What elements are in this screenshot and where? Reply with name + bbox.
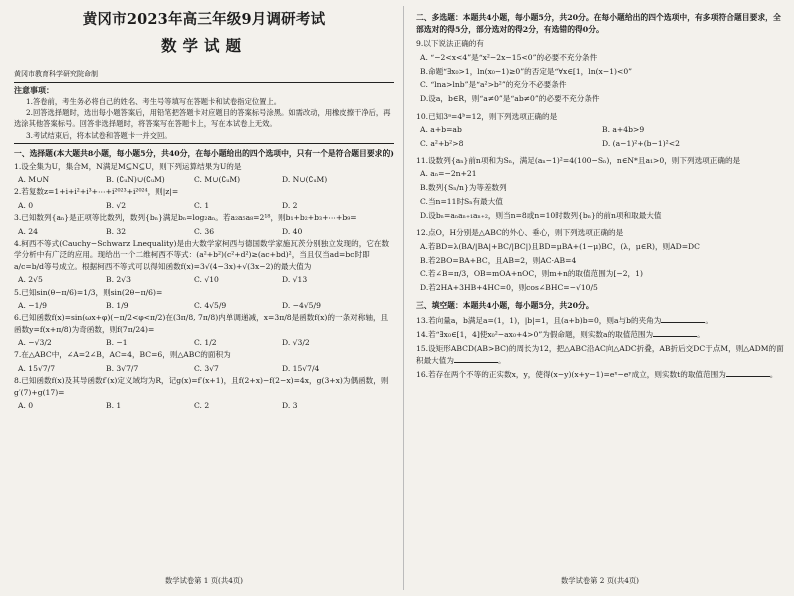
option: B.若2BO=BA+BC，且AB=2，则AC·AB=4: [420, 255, 577, 265]
question-11: [416, 155, 784, 221]
option: D. N∪(∁ᵤM): [282, 174, 328, 184]
exam-title: 黄冈市2023年高三年级9月调研考试: [82, 11, 326, 28]
option-row: [14, 363, 394, 374]
question-tail: 。: [705, 315, 713, 325]
option: C. 1/2: [194, 338, 217, 348]
question-16: [416, 369, 784, 380]
option: D. (a−1)²+(b−1)²<2: [602, 138, 680, 148]
option: B. √2: [106, 200, 127, 210]
question-12: [416, 227, 784, 293]
question-tail: 。: [497, 355, 506, 365]
question-stem: 7.在△ABC中，∠A=2∠B，AC=4，BC=6，则△ABC的面积为: [14, 350, 231, 360]
question-14: [416, 329, 784, 340]
question-stem: 9.以下说法正确的有: [416, 39, 484, 49]
note-item: 2.回答选择题时，选出每小题答案后，用铅笔把答题卡对应题目的答案标号涂黑。如需改动，用橡皮擦干净后，再选涂其他答案标号。回答非选择题时，将答案写在答题卡上，写在本试卷上无效。: [14, 108, 391, 129]
option: D. 40: [282, 226, 303, 236]
page-1: [6, 0, 402, 596]
option: D. √13: [282, 275, 308, 285]
question-stem: 4.柯西不等式(Cauchy−Schwarz Lnequality)是由大数学家柯西与德国数学家施瓦茨分别独立发现的，它在数学分析中有广泛的应用。现给出一个二维柯西不等式：(a²+b²)(c²+d²)≥(ac+bd)²，当且仅当ad=bc时即a/c=b/d等号成立。根据柯西不等式可以得知函数f(x)=3√(4−3x)+√(3x−2)的最大值为: [14, 238, 390, 271]
option: A. −√3/2: [18, 338, 52, 348]
option-row: [14, 400, 394, 411]
question-4: [14, 238, 394, 286]
section-heading-choice: 一、选择题(本大题共8小题，每小题5分，共40分，在每小题给出的四个选项中，只有一个是符合题目要求的): [14, 148, 394, 158]
option: B.命题“∃x₀>1，ln(x₀−1)≥0”的否定是“∀x∈[1，ln(x−1)<0”: [420, 66, 633, 76]
question-6: [14, 312, 394, 348]
option: C. √10: [194, 275, 219, 285]
option: A. “−2<x<4”是“x²−2x−15<0”的必要不充分条件: [420, 52, 598, 62]
option: C. M∪(∁ᵤM): [194, 174, 241, 184]
option: A. 2√5: [18, 275, 43, 285]
option: C.当n=11时Sₙ有最大值: [420, 196, 503, 206]
question-stem: 8.已知函数f(x)及其导函数f′(x)定义域均为R，记g(x)=f′(x+1)，且f(2+x)−f(2−x)=4x，g(3+x)为偶函数，则g′(7)+g(17)=: [14, 376, 389, 397]
option: A. aₙ=−2n+21: [420, 169, 477, 179]
page-2: [408, 0, 792, 596]
option: C. a²+b²>8: [420, 138, 464, 148]
notes-heading: 注意事项：: [14, 84, 54, 95]
option: B. 1/9: [106, 300, 129, 310]
option: B. (∁ᵤN)∪(∁ᵤM): [106, 174, 165, 184]
option: A.若BD=λ(BA/|BA|+BC/|BC|)且BD=μBA+(1−μ)BC，(λ，μ∈R)，则AD=DC: [420, 241, 700, 251]
option-row: [14, 274, 394, 285]
option: D.若2HA+3HB+4HC=0，则cos∠BHC=−√10/5: [420, 283, 598, 293]
page-footer-2: 数学试卷第 2 页(共4页): [561, 576, 639, 586]
answer-blank[interactable]: [653, 329, 697, 337]
question-10: [416, 111, 784, 149]
question-1: [14, 161, 394, 186]
option: C. 4√5/9: [194, 300, 227, 310]
question-stem: 11.设数列{aₙ}前n项和为Sₙ，满足(aₙ−1)²=4(100−Sₙ)，n∈N*且a₁>0，则下列选项正确的是: [416, 156, 741, 165]
option: D. √3/2: [282, 338, 310, 348]
question-7: [14, 349, 394, 374]
option: A. 15√7/7: [18, 363, 56, 373]
option: A. 24: [18, 226, 38, 236]
question-13: [416, 315, 784, 326]
option: C. 36: [194, 226, 215, 236]
question-stem: 13.若向量a，b满足a=(1，1)，|b|=1，且(a+b)b=0，则a与b的夹角为: [416, 315, 662, 325]
question-15: [416, 343, 784, 366]
organizer-line: 黄冈市教育科学研究院命制: [14, 70, 394, 82]
question-stem: 10.已知3ᵃ=4ᵇ=12，则下列选项正确的是: [416, 111, 558, 121]
question-stem: 1.设全集为U，集合M，N满足M⊆N⊆U，则下列运算结果为U的是: [14, 161, 242, 171]
answer-blank[interactable]: [454, 355, 498, 363]
option-row: [14, 337, 394, 348]
page-footer-1: 数学试卷第 1 页(共4页): [165, 576, 243, 586]
option-row: [416, 138, 784, 149]
question-stem: 3.已知数列{aₙ}是正项等比数列，数列{bₙ}满足bₙ=log₂aₙ。若a₂a₅a₈=2¹⁸，则b₁+b₂+b₃+⋯+b₉=: [14, 213, 357, 223]
option: B.数列{Sₙ/n}为等差数列: [420, 183, 507, 193]
option: D. 3: [282, 401, 298, 411]
section-heading-multi: 二、多选题：本题共4小题，每小题5分，共20分。在每小题给出的四个选项中，有多项符合题目要求，全部选对的得5分，部分选对的得2分，有选错的得0分。: [416, 13, 781, 34]
option: B. −1: [106, 338, 128, 348]
option: D. 2: [282, 200, 298, 210]
exam-subject: 数学试题: [160, 35, 247, 55]
option: B. 3√7/7: [106, 363, 139, 373]
option: B. a+4b>9: [602, 125, 645, 135]
note-item: 3.考试结束后，将本试卷和答题卡一并交回。: [26, 130, 172, 140]
choice-questions: [14, 161, 394, 412]
question-stem: 5.已知sin(θ−π/6)=1/3，则sin(2θ−π/6)=: [14, 287, 163, 297]
option: C. 1: [194, 200, 210, 210]
page-divider: [403, 6, 404, 590]
question-2: [14, 186, 394, 211]
option: C. 3√7: [194, 363, 219, 373]
question-tail: 。: [697, 329, 705, 339]
option-row: [14, 174, 394, 185]
option: A. M∪N: [18, 174, 50, 184]
question-stem: 12.点O，H分别是△ABC的外心、垂心，则下列选项正确的是: [416, 228, 624, 238]
question-tail: 。: [769, 370, 778, 380]
option: C.若∠B=π/3，OB=mOA+nOC，则m+n的取值范围为[−2，1): [420, 269, 643, 279]
option: B. 32: [106, 226, 127, 236]
option: B. 2√3: [106, 275, 131, 285]
answer-blank[interactable]: [726, 369, 770, 377]
option: A. 0: [18, 200, 34, 210]
option: C. 2: [194, 401, 210, 411]
question-stem: 2.若复数z=1+i+i²+i³+⋯+i²⁰²³+i²⁰²⁴，则|z|=: [14, 187, 179, 197]
option: A. a+b=ab: [420, 125, 462, 135]
answer-blank[interactable]: [661, 315, 705, 323]
note-item: 1.答卷前，考生务必将自己的姓名、考生号等填写在答题卡和试卷指定位置上。: [26, 96, 282, 106]
option-row: [14, 226, 394, 237]
option-row: [14, 300, 394, 311]
section-heading-fill: 三、填空题：本题共4小题，每小题5分，共20分。: [416, 300, 594, 310]
question-3: [14, 212, 394, 237]
option: A. 0: [18, 401, 34, 411]
notes-divider: [14, 143, 394, 144]
option: C. “lna>lnb”是“a²>b²”的充分不必要条件: [420, 80, 567, 90]
option-row: [416, 124, 784, 135]
option: B. 1: [106, 401, 122, 411]
question-stem: 16.若存在两个不等的正实数x，y，使得(x−y)(x+y−1)=eˣ−eʸ成立，则实数t的取值范围为: [416, 370, 726, 380]
question-5: [14, 287, 394, 312]
option: D.设a，b∈R，则“a≠0”是“ab≠0”的必要不充分条件: [420, 94, 600, 104]
option-row: [14, 200, 394, 211]
question-stem: 15.设矩形ABCD(AB>BC)的周长为12，把△ABC沿AC向△ADC折叠，AB折后交DC于点M，则△ADM的面积最大值为: [416, 344, 784, 365]
question-9: [416, 38, 784, 104]
option: D. −4√5/9: [282, 300, 321, 310]
option: A. −1/9: [18, 300, 47, 310]
question-8: [14, 375, 394, 411]
question-stem: 6.已知函数f(x)=sin(ωx+φ)(−π/2<φ<π/2)在(3π/8, 7π/8)内单调递减，x=3π/8是函数f(x)的一条对称轴，且函数y=f(x+π/8)为奇函数，则f(7π/24)=: [14, 313, 389, 334]
question-stem: 14.若“∃x₀∈[1，4]使x₀²−ax₀+4>0”为假命题，则实数a的取值范围为: [416, 329, 654, 339]
option: D. 15√7/4: [282, 363, 320, 373]
option: D.设bₙ=aₙaₙ₊₁aₙ₊₂，则当n=8或n=10时数列{bₙ}的前n项和取最大值: [420, 210, 662, 220]
